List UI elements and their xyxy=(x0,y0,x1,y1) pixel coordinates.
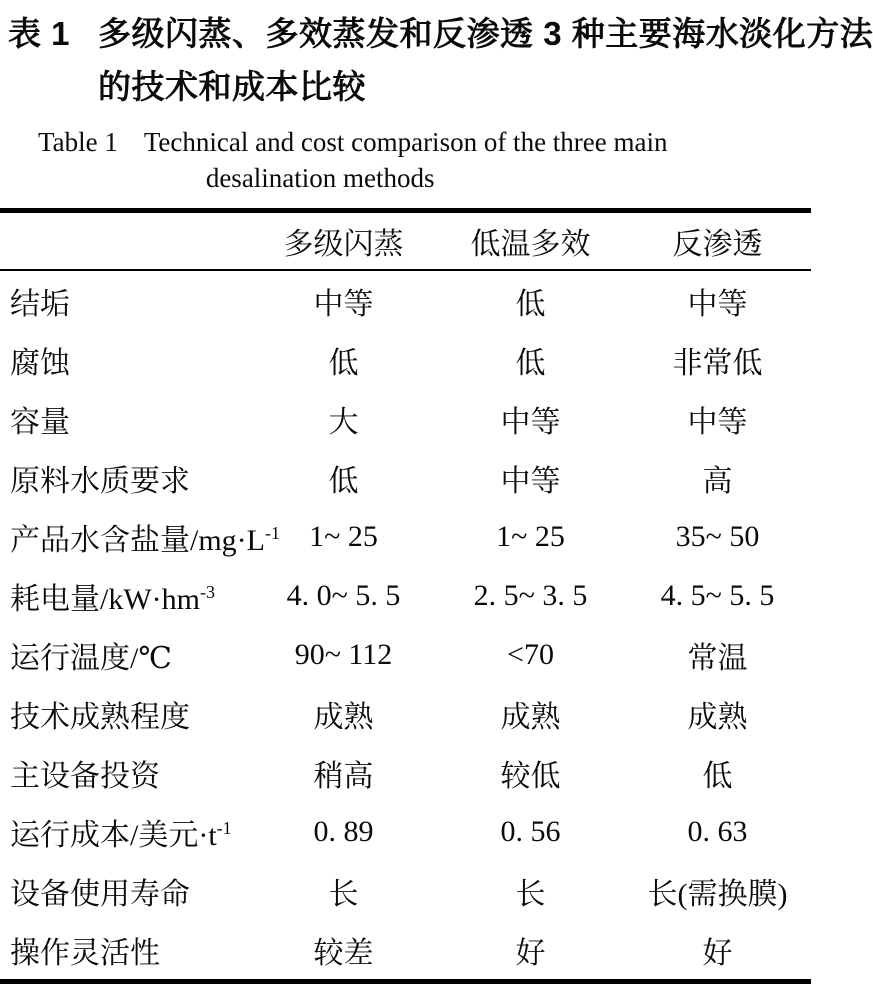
table-title-en xyxy=(0,124,811,197)
table-row xyxy=(0,802,811,861)
row-label xyxy=(0,507,280,566)
row-label-text: 腐蚀 xyxy=(10,346,70,380)
cell-value: 大 xyxy=(328,405,359,439)
row-label xyxy=(0,743,250,802)
row-label xyxy=(0,566,250,625)
table-row xyxy=(0,625,811,684)
row-label xyxy=(0,802,250,861)
header-empty-cell xyxy=(0,211,250,271)
column-header-msf: 多级闪蒸 xyxy=(250,211,437,271)
cell-value: 好 xyxy=(702,936,733,970)
row-label-text: 运行温度/℃ xyxy=(10,641,172,675)
cell-value: 90~ 112 xyxy=(294,637,393,671)
cell-value: 4. 5~ 5. 5 xyxy=(660,578,775,612)
cell-value: 成熟 xyxy=(500,700,561,734)
row-label-superscript: -1 xyxy=(216,817,232,838)
row-label-text: 设备使用寿命 xyxy=(10,877,190,911)
desalination-comparison-table xyxy=(0,208,811,984)
cell-value: 成熟 xyxy=(313,700,374,734)
cell-value: 较低 xyxy=(500,759,561,793)
row-label-text: 主设备投资 xyxy=(10,759,160,793)
column-header-med: 低温多效 xyxy=(437,211,624,271)
cell-value: 0. 56 xyxy=(500,814,561,848)
row-label xyxy=(0,270,250,330)
cell-value: 中等 xyxy=(313,287,374,321)
cell-value: 4. 0~ 5. 5 xyxy=(286,578,401,612)
cell-value: 低 xyxy=(702,759,733,793)
cell-value: 常温 xyxy=(687,641,748,675)
cell-value: <70 xyxy=(507,637,554,671)
row-label xyxy=(0,389,250,448)
row-label xyxy=(0,625,250,684)
table-row xyxy=(0,743,811,802)
table-title-en-line2: desalination methods xyxy=(205,163,435,194)
cell-value: 0. 63 xyxy=(687,814,748,848)
table-row xyxy=(0,448,811,507)
cell-value: 较差 xyxy=(313,936,374,970)
cell-value: 0. 89 xyxy=(313,814,374,848)
table-row xyxy=(0,861,811,920)
table-row xyxy=(0,389,811,448)
row-label-text: 耗电量/kW·hm xyxy=(10,582,200,616)
cell-value: 稍高 xyxy=(313,759,374,793)
cell-value: 高 xyxy=(702,464,733,498)
table-row xyxy=(0,684,811,743)
table-row xyxy=(0,330,811,389)
cell-value: 低 xyxy=(515,287,546,321)
row-label xyxy=(0,861,250,920)
cell-value: 非常低 xyxy=(672,346,763,380)
table-title-cn-lines xyxy=(98,8,873,114)
table-title-cn-line2: 的技术和成本比较 xyxy=(98,67,367,105)
row-label-superscript: -3 xyxy=(199,581,215,602)
cell-value: 35~ 50 xyxy=(675,519,760,553)
cell-value: 好 xyxy=(515,936,546,970)
table-number-en: Table 1 xyxy=(38,126,118,157)
cell-value: 长 xyxy=(515,877,546,911)
row-label xyxy=(0,920,250,982)
table-title-en-lines xyxy=(144,124,668,197)
row-label xyxy=(0,330,250,389)
row-label-text: 产品水含盐量/mg·L xyxy=(10,523,265,557)
cell-value: 中等 xyxy=(687,405,748,439)
cell-value: 中等 xyxy=(687,287,748,321)
cell-value: 中等 xyxy=(500,464,561,498)
row-label-text: 结垢 xyxy=(10,287,70,321)
row-label-text: 容量 xyxy=(10,405,70,439)
row-label-text: 运行成本/美元·t xyxy=(10,818,217,852)
cell-value: 1~ 25 xyxy=(309,519,378,553)
table-title-cn-line1: 多级闪蒸、多效蒸发和反渗透 3 种主要海水淡化方法 xyxy=(98,15,873,52)
row-label xyxy=(0,684,250,743)
table-row xyxy=(0,507,811,566)
cell-value: 低 xyxy=(328,346,359,380)
row-label-text: 技术成熟程度 xyxy=(10,700,190,734)
table-number-cn: 表 1 xyxy=(8,15,71,52)
row-label-superscript: -1 xyxy=(265,522,280,543)
cell-value: 低 xyxy=(328,464,359,498)
cell-value: 长 xyxy=(328,877,359,911)
table-row xyxy=(0,920,811,982)
header-row xyxy=(0,211,811,271)
cell-value: 2. 5~ 3. 5 xyxy=(473,578,588,612)
row-label-text: 操作灵活性 xyxy=(10,936,160,970)
table-title-en-line1: Technical and cost comparison of the three main xyxy=(143,126,668,157)
column-header-ro: 反渗透 xyxy=(624,211,811,271)
table-row xyxy=(0,270,811,330)
cell-value: 成熟 xyxy=(687,700,748,734)
cell-value: 低 xyxy=(515,346,546,380)
cell-value: 中等 xyxy=(500,405,561,439)
cell-value: 1~ 25 xyxy=(496,519,565,553)
table-title-cn xyxy=(0,6,873,114)
cell-value: 长(需换膜) xyxy=(647,877,788,911)
table-row xyxy=(0,566,811,625)
row-label xyxy=(0,448,250,507)
row-label-text: 原料水质要求 xyxy=(10,464,190,498)
